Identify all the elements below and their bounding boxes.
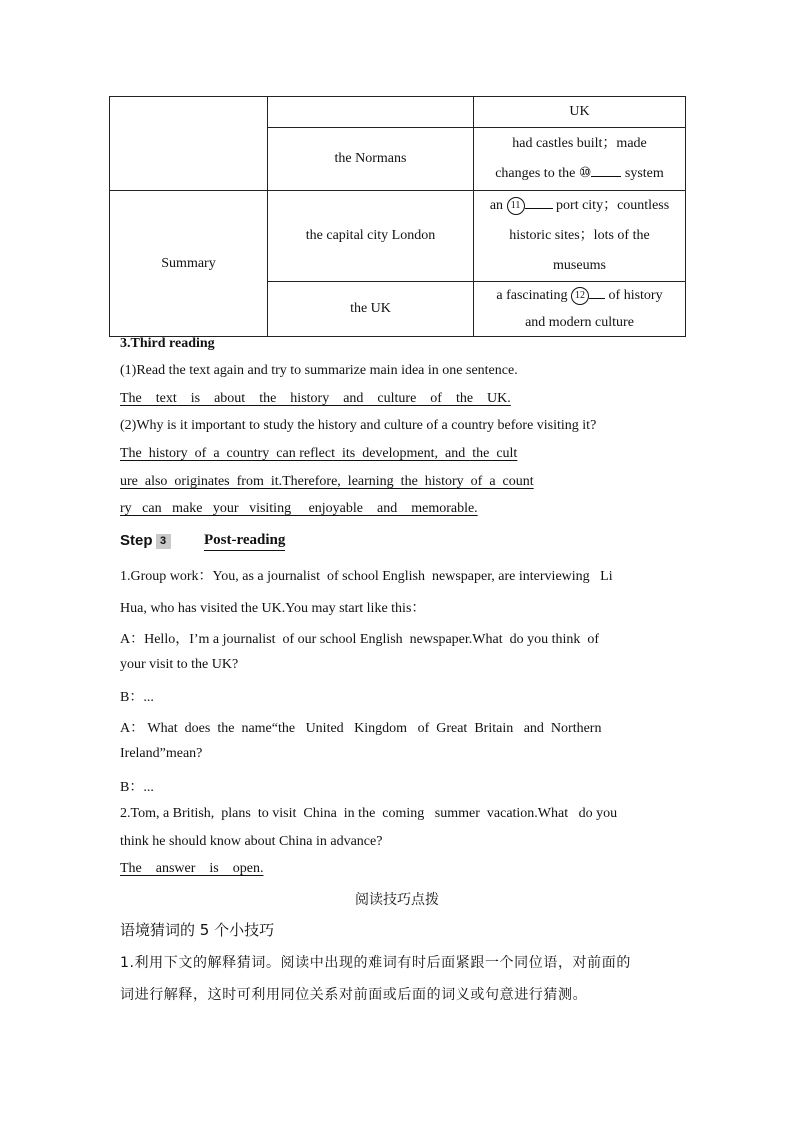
cell-line: had castles built；made xyxy=(512,136,647,151)
third-reading-heading: 3.Third reading xyxy=(120,336,215,351)
blank-number-12: 12 xyxy=(571,287,589,305)
summary-table xyxy=(109,96,686,337)
table-cell-london: the capital city London xyxy=(268,191,474,282)
dialogue-a-line-2: your visit to the UK? xyxy=(120,657,239,672)
tips-line-1: 1.利用下文的解释猜词。阅读中出现的难词有时后面紧跟一个同位语，对前面的 xyxy=(120,955,631,971)
cell-line: a fascinating 12 of history xyxy=(480,282,679,309)
table-cell-london-detail xyxy=(474,191,686,282)
tips-line-2: 词进行解释，这时可利用同位关系对前面或后面的词义或句意进行猜测。 xyxy=(120,987,588,1003)
step-number: 3 xyxy=(156,534,171,549)
cell-line: changes to the ⑩ system xyxy=(480,159,679,189)
question-2: (2)Why is it important to study the history and culture of a country before visiting it? xyxy=(120,418,597,433)
table-cell-summary: Summary xyxy=(110,191,268,337)
answer-2-line-2: ure also originates from it.Therefore, learning the history of a count xyxy=(120,474,534,489)
table-cell-normans: the Normans xyxy=(268,128,474,191)
table-cell-uk-summary: the UK xyxy=(268,282,474,337)
post-para-1-line-1: 1.Group work：You, as a journalist of school English newspaper, are interviewing Li xyxy=(120,569,613,584)
blank-number-10: ⑩ xyxy=(578,166,592,181)
tips-subtitle: 语境猜词的 5 个小技巧 xyxy=(120,921,275,939)
question-1: (1)Read the text again and try to summarize main idea in one sentence. xyxy=(120,363,518,378)
answer-blank xyxy=(591,162,621,177)
dialogue-a2-line-2: Ireland”mean? xyxy=(120,746,203,761)
dialogue-a-line-1: A：Hello，I’m a journalist of our school English newspaper.What do you think of xyxy=(120,632,600,647)
table-cell-normans-detail xyxy=(474,128,686,191)
table-cell-uk: UK xyxy=(474,97,686,128)
step-title: Post-reading xyxy=(204,532,285,551)
table-cell-uk-detail xyxy=(474,282,686,337)
cell-line: historic sites；lots of the xyxy=(509,228,650,243)
dialogue-a2-line-1: A： What does the name“the United Kingdom of Great Britain and Northern xyxy=(120,721,602,736)
answer-2-line-3: ry can make your visiting enjoyable and memorable. xyxy=(120,501,478,516)
answer-blank xyxy=(589,284,605,299)
dialogue-b-2: B：... xyxy=(120,780,154,795)
dialogue-b-1: B：... xyxy=(120,690,154,705)
table-cell-empty xyxy=(268,97,474,128)
answer-1: The text is about the history and culture of the UK. xyxy=(120,391,511,406)
tips-title: 阅读技巧点拨 xyxy=(355,892,439,908)
post-para-2-line-1: 2.Tom, a British, plans to visit China in the coming summer vacation.What do you xyxy=(120,806,618,821)
cell-line: museums xyxy=(553,258,606,273)
cell-line: an 11 port city；countless xyxy=(480,191,679,221)
blank-number-11: 11 xyxy=(507,197,525,215)
answer-2-line-1: The history of a country can reflect its development, and the cult xyxy=(120,446,518,461)
step-badge: Step 3 xyxy=(120,532,171,549)
answer-blank xyxy=(525,194,553,209)
table-cell-empty xyxy=(110,97,268,191)
post-para-1-line-2: Hua, who has visited the UK.You may start like this： xyxy=(120,601,426,616)
post-para-2-line-2: think he should know about China in advance? xyxy=(120,834,383,849)
post-answer: The answer is open. xyxy=(120,861,264,876)
cell-line: and modern culture xyxy=(525,315,634,330)
